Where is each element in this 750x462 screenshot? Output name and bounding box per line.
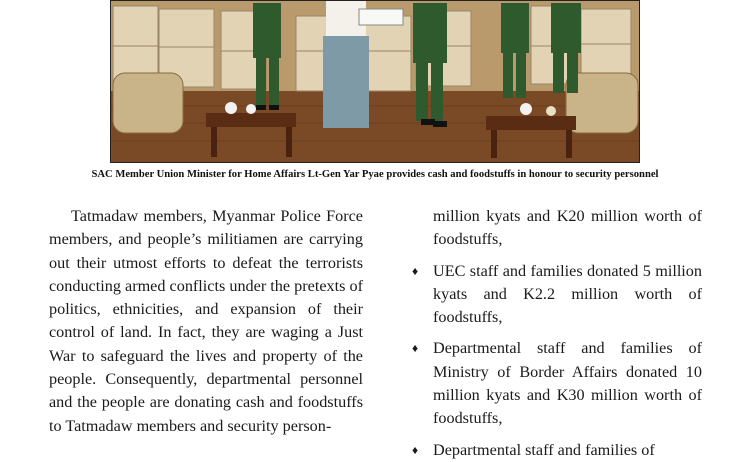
list-item <box>412 337 702 430</box>
list-item <box>412 260 702 330</box>
body-paragraph: Tatmadaw members, Myanmar Police Force members, and people’s militiamen are carrying out their utmost efforts to defeat the terrorists conducting armed conflicts under the pretexts of politics, ethnicities, and expansion of their control of land. In fact, they are waging a Just War to safeguard the lives and property of the people. Consequently, departmental personnel and the people are donating cash and foodstuffs to Tatmadaw members and security person- <box>49 207 363 435</box>
donation-list <box>412 260 702 462</box>
diamond-bullet-icon: ♦ <box>412 341 419 356</box>
diamond-bullet-icon: ♦ <box>412 263 419 278</box>
continued-paragraph: million kyats and K20 million worth of foodstuffs, <box>433 207 702 249</box>
list-item-text: Departmental staff and families of <box>433 440 655 459</box>
list-item-text: Departmental staff and families of Ministry of Border Affairs donated 10 million kyats and K30 million worth of foodstuffs, <box>433 339 702 428</box>
list-item <box>412 439 702 462</box>
list-item-text: UEC staff and families donated 5 million kyats and K2.2 million worth of foodstuffs, <box>433 261 702 327</box>
diamond-bullet-icon: ♦ <box>412 442 419 457</box>
photo-caption: SAC Member Union Minister for Home Affairs Lt-Gen Yar Pyae provides cash and foodstuffs in honour to security personnel <box>91 169 659 180</box>
news-photo <box>110 0 640 163</box>
left-column <box>49 205 363 438</box>
right-column <box>412 205 702 462</box>
photograph-icon <box>111 1 640 163</box>
